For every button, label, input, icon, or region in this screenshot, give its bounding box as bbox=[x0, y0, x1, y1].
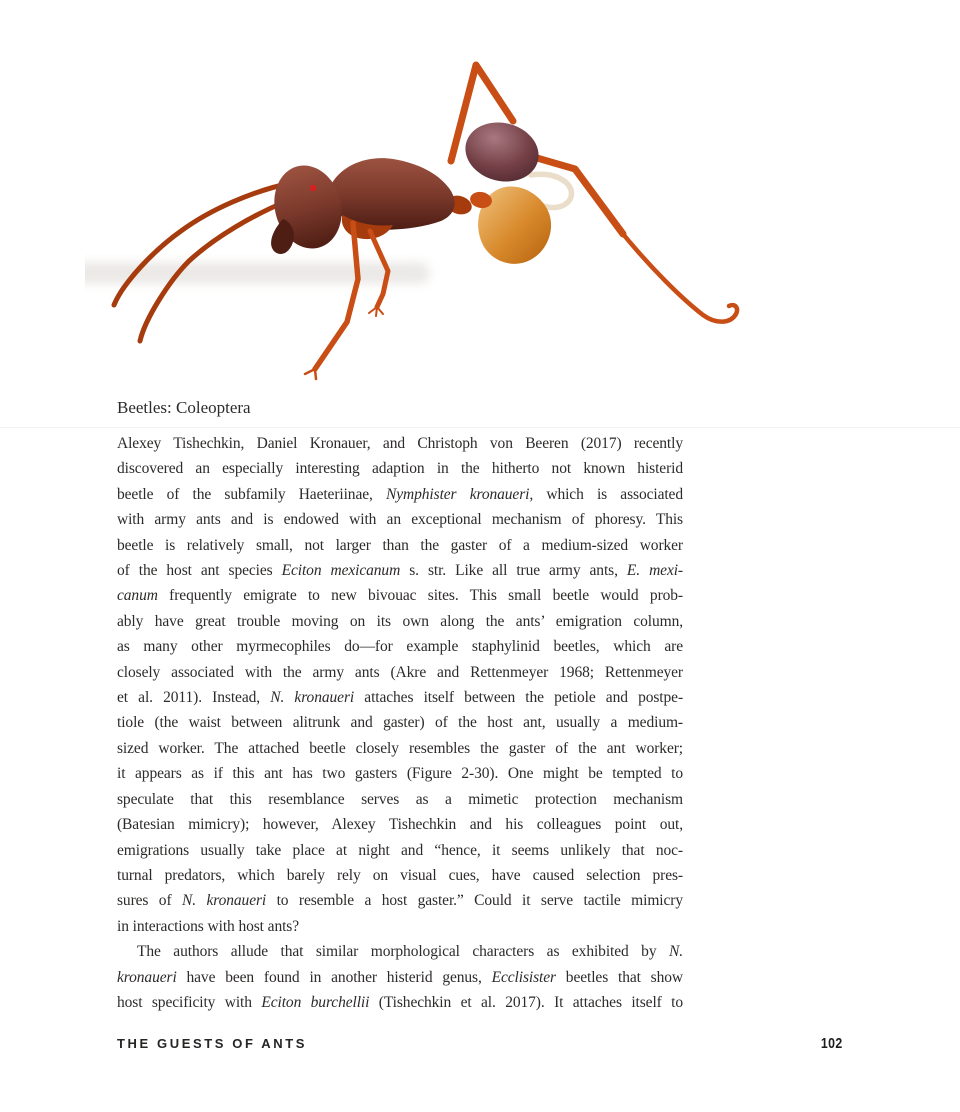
section-heading: Beetles: Coleoptera bbox=[117, 398, 251, 417]
text-line: ably have great trouble moving on its own along the ants’ emigration column, bbox=[117, 612, 683, 630]
ant-front-leg-claws bbox=[305, 369, 316, 379]
text-line: in interactions with host ants? bbox=[117, 917, 300, 935]
text-line: et al. 2011). Instead, N. kronaueri attaches itself between the petiole and postpe- bbox=[117, 689, 684, 707]
text-line: The authors allude that similar morphological characters as exhibited by N. bbox=[137, 943, 683, 961]
text-line: of the host ant species Eciton mexicanum s. str. Like all true army ants, E. mexi- bbox=[117, 562, 683, 580]
text-line: sized worker. The attached beetle closely resembles the gaster of the ant worker; bbox=[117, 739, 683, 757]
ant-mid-leg-claws bbox=[369, 307, 383, 316]
text-line: tiole (the waist between alitrunk and gaster) of the host ant, usually a medium- bbox=[117, 714, 683, 732]
text-line: with army ants and is endowed with an exceptional mechanism of phoresy. This bbox=[117, 511, 683, 529]
text-line: Alexey Tishechkin, Daniel Kronauer, and Christoph von Beeren (2017) recently bbox=[117, 435, 683, 452]
text-line: emigrations usually take place at night and “hence, it seems unlikely that noc- bbox=[117, 841, 683, 859]
ant-antenna-upper bbox=[114, 183, 291, 305]
paragraph bbox=[117, 939, 683, 1015]
text-line: closely associated with the army ants (Akre and Rettenmeyer 1968; Rettenmeyer bbox=[117, 663, 683, 681]
ant-eye bbox=[310, 185, 316, 191]
text-line: speculate that this resemblance serves as a mimetic protection mechanism bbox=[117, 790, 683, 808]
scan-artifact-line bbox=[0, 427, 960, 428]
text-line: canum frequently emigrate to new bivouac sites. This small beetle would prob- bbox=[117, 587, 683, 605]
page-number: 102 bbox=[821, 1036, 843, 1052]
body-text bbox=[117, 431, 683, 1015]
text-line: host specificity with Eciton burchellii (Tishechkin et al. 2017). It attaches itself to bbox=[117, 993, 683, 1011]
running-head-book-title: THE GUESTS OF ANTS bbox=[117, 1036, 308, 1051]
text-line: it appears as if this ant has two gasters (Figure 2-30). One might be tempted to bbox=[117, 765, 683, 783]
page-footer bbox=[117, 1036, 843, 1052]
figure-ant-photo bbox=[85, 25, 785, 400]
paragraph bbox=[117, 431, 683, 939]
attached-beetle bbox=[459, 115, 545, 189]
text-line: kronaueri have been found in another histerid genus, Ecclisister beetles that show bbox=[117, 968, 684, 986]
text-line: turnal predators, which barely rely on visual cues, have caused selection pres- bbox=[117, 866, 683, 884]
ant-hind-leg-tarsus bbox=[623, 234, 737, 322]
text-line: sures of N. kronaueri to resemble a host gaster.” Could it serve tactile mimicry bbox=[117, 892, 683, 910]
text-line: beetle of the subfamily Haeteriinae, Nymphister kronaueri, which is associated bbox=[117, 485, 683, 503]
text-line: discovered an especially interesting adaption in the hitherto not known histerid bbox=[117, 460, 683, 478]
ant-photo-illustration bbox=[85, 25, 785, 400]
text-line: (Batesian mimicry); however, Alexey Tishechkin and his colleagues point out, bbox=[117, 816, 683, 834]
text-line: beetle is relatively small, not larger than the gaster of a medium-sized worker bbox=[117, 536, 683, 554]
text-line: as many other myrmecophiles do—for example staphylinid beetles, which are bbox=[117, 638, 683, 656]
